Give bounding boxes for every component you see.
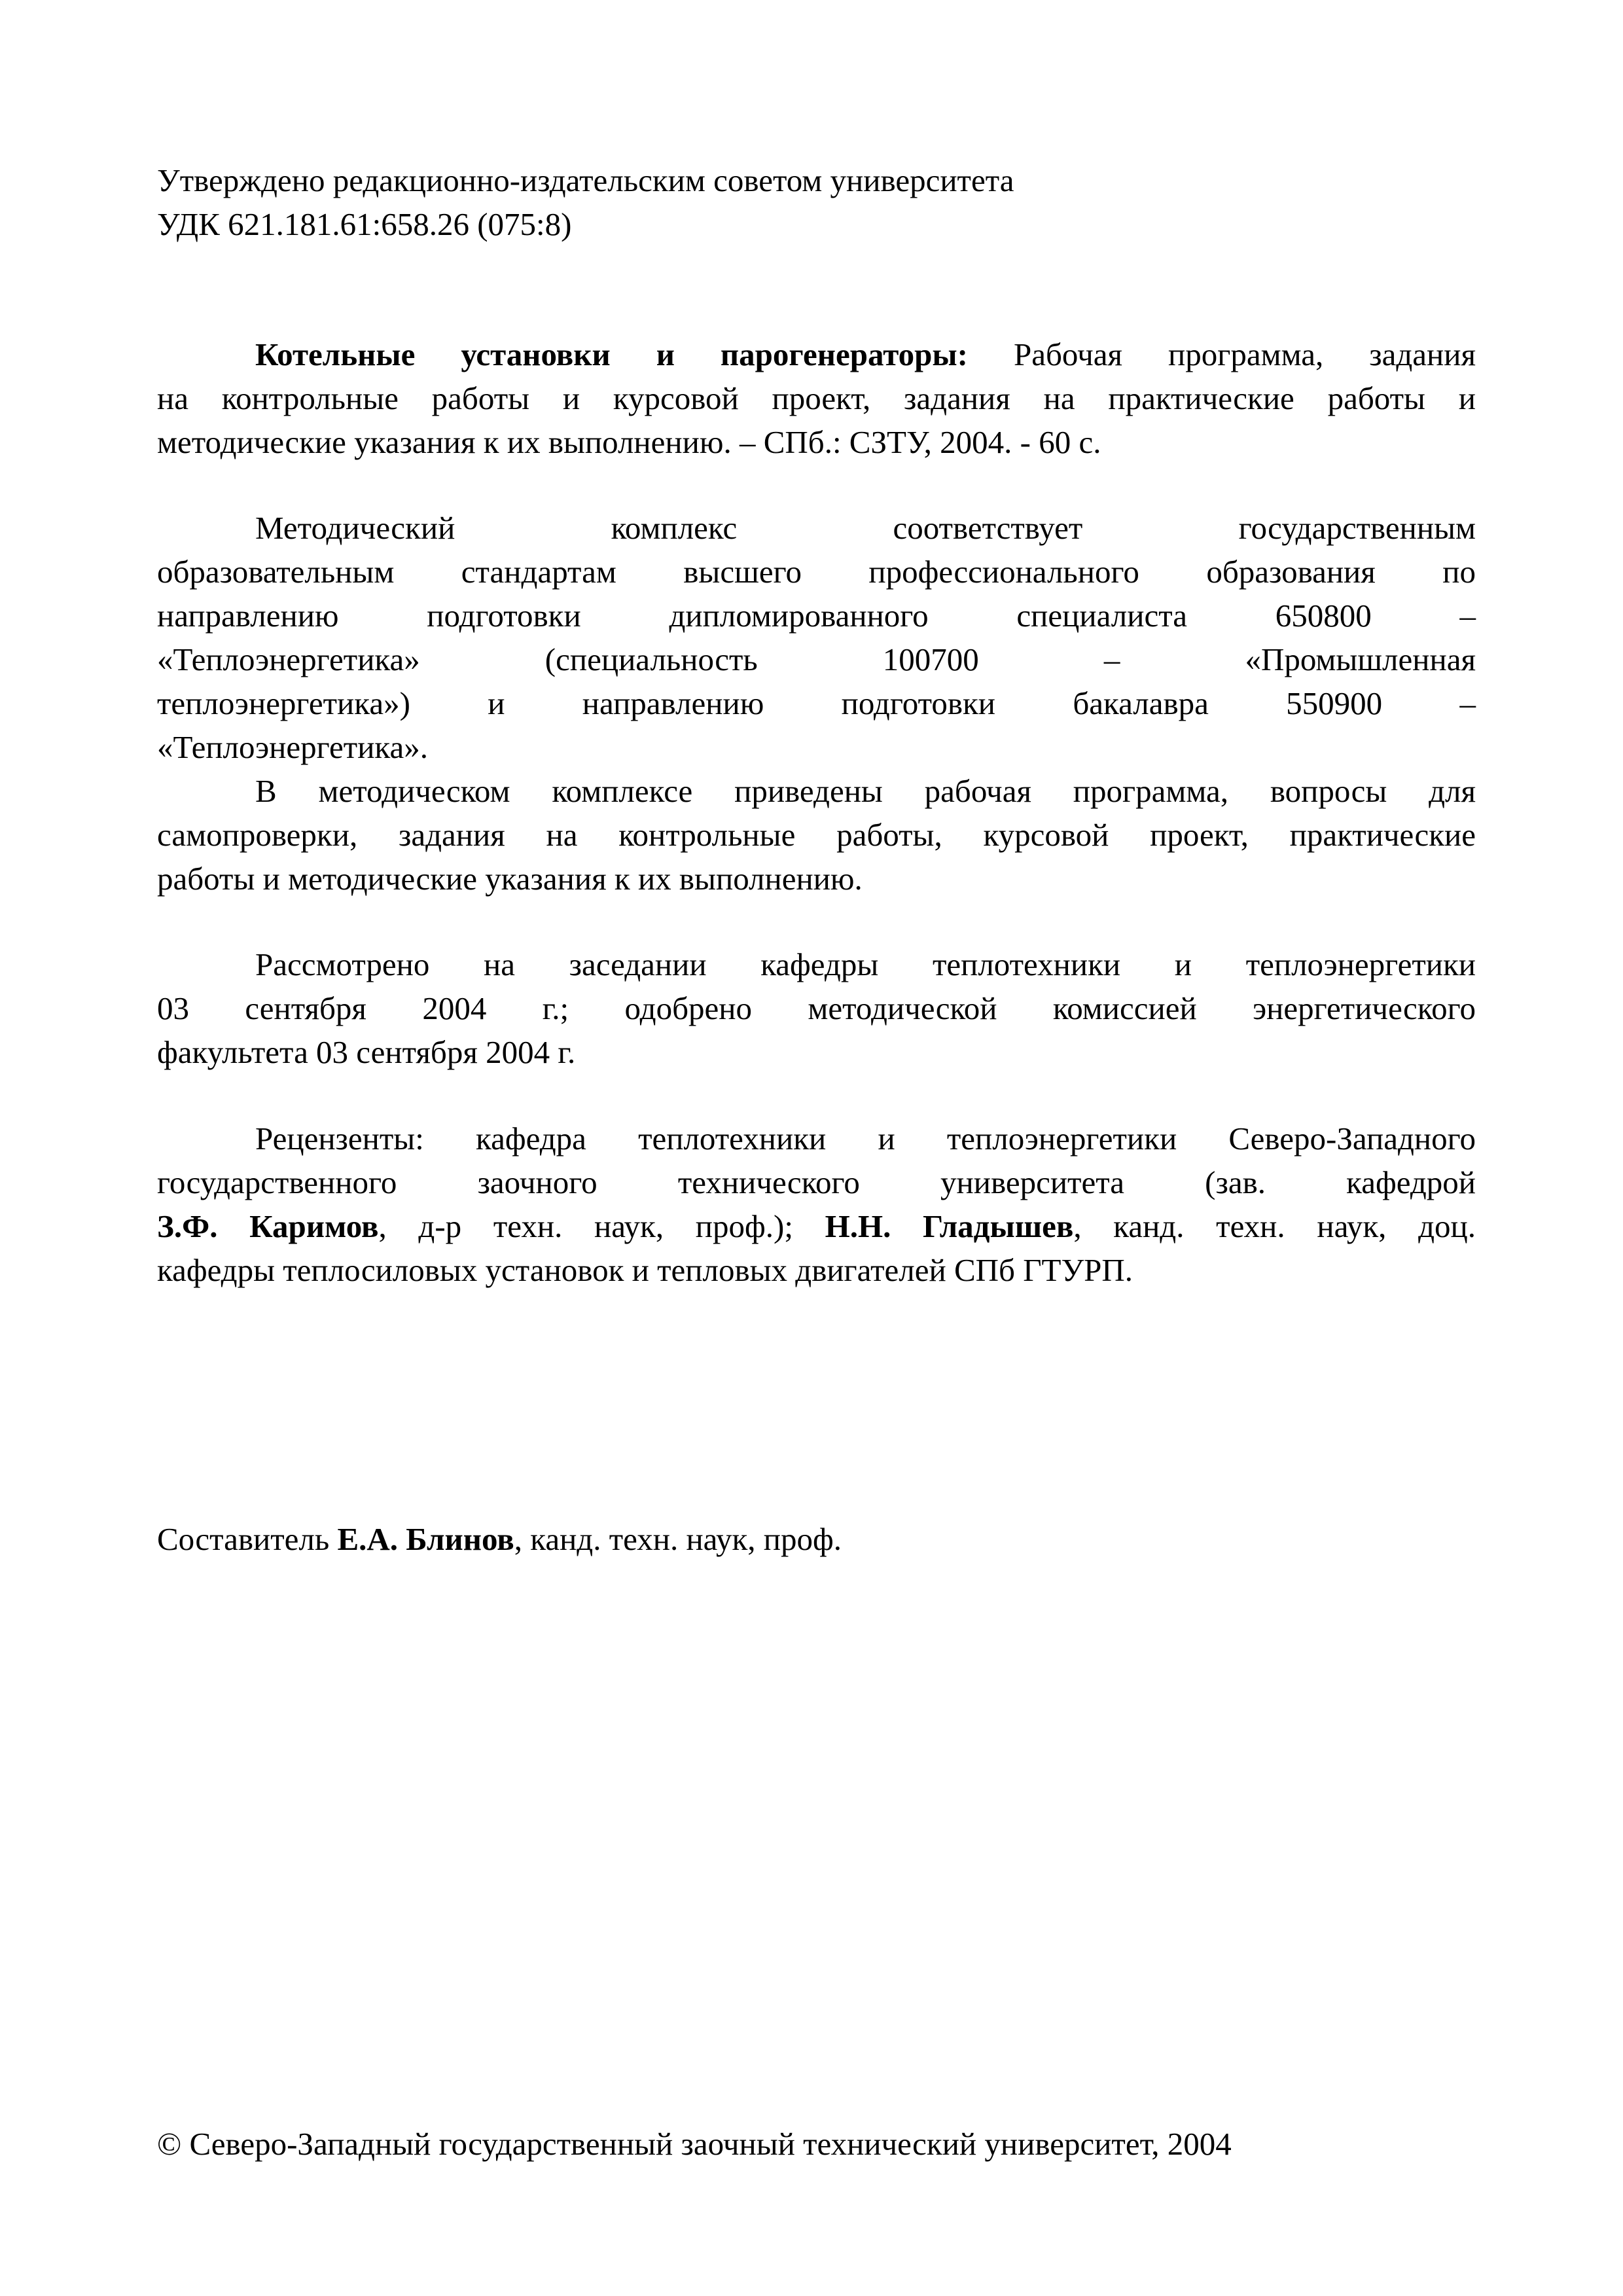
- approval-block: [157, 158, 1476, 246]
- reviewer-name-2: Н.Н. Гладышев: [825, 1208, 1074, 1244]
- bibliography-line-3: методические указания к их выполнению. – СПб.: СЗТУ, 2004. - 60 с.: [157, 424, 1101, 460]
- compiler-prefix: Составитель: [157, 1521, 338, 1557]
- compiler-credentials: , канд. техн. наук, проф.: [514, 1521, 842, 1557]
- reviewers-line-3: [157, 1204, 1476, 1248]
- standards-line: Методический комплекс соответствует государственным: [255, 510, 1476, 546]
- standards-line: теплоэнергетика») и направлению подготовки бакалавра 550900 –: [157, 685, 1476, 721]
- compiler-name: Е.А. Блинов: [337, 1521, 514, 1557]
- standards-line: «Теплоэнергетика» (специальность 100700 – «Промышленная: [157, 641, 1476, 677]
- reviewers-line-2: государственного заочного технического университета (зав. кафедрой: [157, 1164, 1476, 1200]
- bibliography-line-1: [157, 332, 1476, 376]
- book-title: Котельные установки и парогенераторы:: [255, 336, 968, 372]
- copyright-text: © Северо-Западный государственный заочный технический университет, 2004: [157, 2126, 1232, 2162]
- review-line: Рассмотрено на заседании кафедры теплотехники и теплоэнергетики: [255, 946, 1476, 982]
- standards-line: «Теплоэнергетика».: [157, 729, 428, 765]
- review-line: 03 сентября 2004 г.; одобрено методической комиссией энергетического: [157, 990, 1476, 1026]
- reviewer-name-1: З.Ф. Каримов: [157, 1208, 379, 1244]
- contents-paragraph: [157, 769, 1476, 901]
- bibliography-text-1: Рабочая программа, задания: [967, 336, 1476, 372]
- bibliography-paragraph: [157, 332, 1476, 464]
- standards-paragraph: [157, 506, 1476, 769]
- bibliography-line-2: на контрольные работы и курсовой проект, задания на практические работы и: [157, 380, 1476, 416]
- reviewers-line-4: кафедры теплосиловых установок и тепловых двигателей СПб ГТУРП.: [157, 1252, 1133, 1288]
- approval-line: Утверждено редакционно-издательским советом университета: [157, 162, 1014, 198]
- review-paragraph: [157, 942, 1476, 1074]
- copyright-line: [157, 2122, 1476, 2166]
- review-line: факультета 03 сентября 2004 г.: [157, 1034, 576, 1070]
- contents-line: самопроверки, задания на контрольные работы, курсовой проект, практические: [157, 817, 1476, 853]
- standards-line: образовательным стандартам высшего профессионального образования по: [157, 554, 1476, 590]
- contents-line: В методическом комплексе приведены рабочая программа, вопросы для: [255, 773, 1476, 809]
- compiler-line: [157, 1517, 1476, 1561]
- reviewers-paragraph: [157, 1117, 1476, 1292]
- udk-line: УДК 621.181.61:658.26 (075:8): [157, 206, 572, 242]
- standards-line: направлению подготовки дипломированного специалиста 650800 –: [157, 598, 1476, 634]
- reviewer-2-credentials: , канд. техн. наук, доц.: [1073, 1208, 1476, 1244]
- contents-line: работы и методические указания к их выполнению.: [157, 861, 863, 897]
- reviewer-1-credentials: , д-р техн. наук, проф.);: [378, 1208, 825, 1244]
- reviewers-line-1: Рецензенты: кафедра теплотехники и теплоэнергетики Северо-Западного: [255, 1121, 1476, 1157]
